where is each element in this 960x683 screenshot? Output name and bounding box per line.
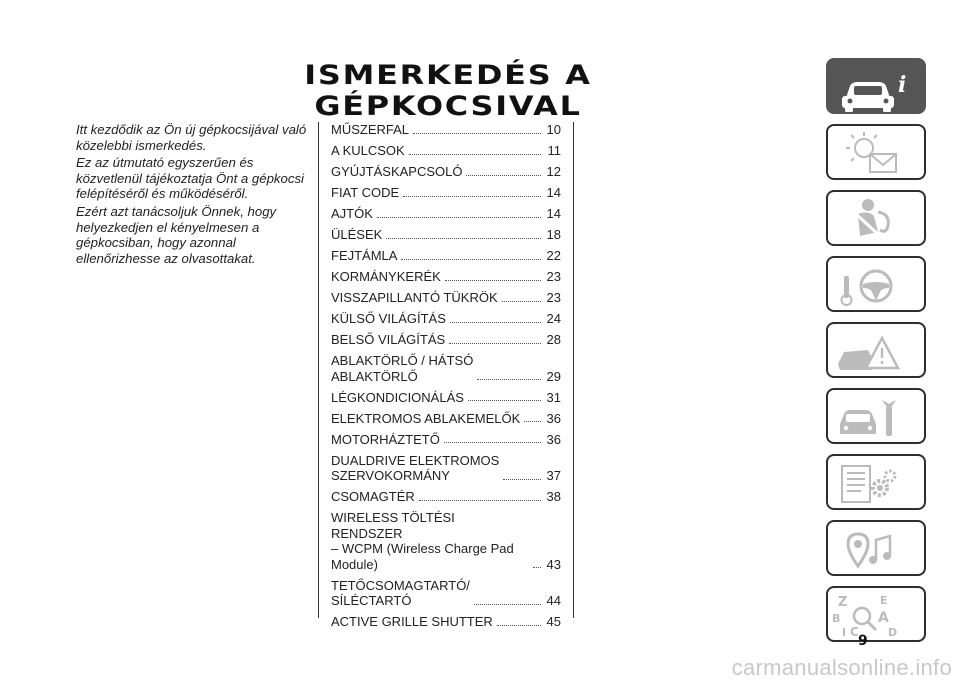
toc-entry[interactable] [331, 489, 561, 505]
toc-entry-page: 29 [546, 368, 561, 384]
index-letter: C [850, 625, 859, 639]
index-letter: D [888, 626, 898, 639]
tab-index[interactable] [826, 586, 926, 642]
index-letter: A [878, 610, 889, 626]
toc-leader-dots [450, 322, 541, 323]
toc-entry-page: 14 [546, 185, 561, 200]
toc-entry[interactable] [331, 227, 561, 243]
warning-light-message-icon [828, 126, 928, 182]
index-letter: Z [838, 595, 848, 610]
toc-entry[interactable] [331, 332, 561, 348]
toc-entry-label: MOTORHÁZTETŐ [331, 431, 440, 447]
toc-leader-dots [466, 175, 541, 176]
toc-entry-page: 14 [546, 206, 561, 221]
tab-multimedia[interactable] [826, 520, 926, 576]
toc-entry-label: BELSŐ VILÁGÍTÁS [331, 332, 446, 347]
toc-entry-label: GYÚJTÁSKAPCSOLÓ [331, 164, 463, 179]
toc-entry-label: CSOMAGTÉR [331, 489, 415, 504]
toc-leader-dots [444, 442, 541, 443]
column-divider-right [573, 122, 574, 618]
toc-entry-page: 31 [546, 389, 561, 405]
toc-leader-dots [474, 604, 541, 605]
toc-entry-label: ÜLÉSEK [331, 227, 383, 242]
toc-entry-page: 22 [546, 248, 561, 263]
index-letter: E [880, 594, 888, 607]
toc-entry-label: KORMÁNYKERÉK [331, 269, 441, 284]
toc-leader-dots [409, 154, 541, 155]
toc-entry-label: KÜLSŐ VILÁGÍTÁS [331, 311, 446, 326]
toc-entry-label: AJTÓK [331, 206, 373, 221]
car-crash-emergency-icon [828, 324, 928, 380]
toc-leader-dots [524, 421, 541, 422]
tab-car-info[interactable] [826, 58, 926, 114]
multimedia-music-icon [828, 522, 928, 578]
seat-airbag-safety-icon [828, 192, 928, 248]
toc-entry-label: ELEKTROMOS ABLAKEMELŐK [331, 410, 521, 426]
toc-entry[interactable] [331, 311, 561, 327]
index-letter: B [832, 612, 841, 625]
toc-entry-page: 24 [546, 311, 561, 326]
toc-leader-dots [468, 400, 541, 401]
toc-leader-dots [377, 217, 541, 218]
toc-entry-page: 44 [546, 593, 561, 608]
toc-leader-dots [533, 567, 541, 568]
toc-leader-dots [497, 625, 541, 626]
toc-entry[interactable] [331, 164, 561, 180]
toc-entry[interactable] [331, 390, 561, 406]
toc-entry-page: 12 [546, 164, 561, 179]
toc-entry-page: 38 [546, 489, 561, 504]
toc-entry[interactable] [331, 432, 561, 448]
tab-emergency[interactable] [826, 322, 926, 378]
toc-entry-page: 28 [546, 332, 561, 347]
toc-leader-dots [403, 196, 541, 197]
toc-entry-label: LÉGKONDICIONÁLÁS [331, 389, 464, 405]
toc-leader-dots [502, 301, 541, 302]
technical-data-gear-icon [828, 456, 928, 512]
toc-leader-dots [477, 379, 541, 380]
intro-paragraph: Ezért azt tanácsoljuk Önnek, hogy helyezkedjen el kényelmesen a gépkocsiban, hogy azonnal ellenőrizhesse az olvasottakat. [76, 203, 277, 266]
key-steering-wheel-icon [828, 258, 928, 314]
toc-leader-dots [445, 280, 541, 281]
toc-entry-page: 36 [546, 410, 561, 426]
toc-leader-dots [413, 133, 541, 134]
toc-leader-dots [401, 259, 541, 260]
toc-entry[interactable] [331, 248, 561, 264]
tab-starting-driving[interactable] [826, 256, 926, 312]
column-divider-left [318, 122, 319, 618]
toc-entry-label: FIAT CODE [331, 185, 400, 200]
toc-entry-page: 18 [546, 227, 561, 242]
toc-entry[interactable] [331, 290, 561, 306]
toc-entry-label: ABLAKTÖRLŐ / HÁTSÓ ABLAKTÖRLŐ [331, 353, 474, 384]
page-title: ISMERKEDÉS A GÉPKOCSIVAL [304, 60, 592, 122]
page-number: 9 [858, 633, 868, 649]
alphabetical-index-icon [828, 588, 928, 644]
toc-entry[interactable] [331, 206, 561, 222]
toc-entry-page: 23 [546, 269, 561, 284]
toc-entry-page: 36 [546, 431, 561, 447]
toc-entry[interactable] [331, 614, 561, 630]
toc-entry[interactable] [331, 185, 561, 201]
svg-text:i: i [898, 72, 907, 98]
toc-entry[interactable] [331, 578, 561, 609]
tab-maintenance[interactable] [826, 388, 926, 444]
toc-entry-page: 11 [547, 143, 561, 158]
toc-entry-label: ACTIVE GRILLE SHUTTER [331, 614, 493, 629]
toc-leader-dots [419, 500, 541, 501]
car-maintenance-wrench-icon [828, 390, 928, 446]
toc-entry-label: DUALDRIVE ELEKTROMOS SZERVOKORMÁNY [331, 452, 500, 483]
toc-entry[interactable] [331, 269, 561, 285]
toc-entry[interactable] [331, 122, 561, 138]
toc-entry[interactable] [331, 143, 561, 159]
toc-entry[interactable] [331, 353, 561, 384]
toc-leader-dots [386, 238, 541, 239]
tab-technical-data[interactable] [826, 454, 926, 510]
toc-entry-label: TETŐCSOMAGTARTÓ/ SÍLÉCTARTÓ [331, 577, 470, 608]
toc-entry-label: MŰSZERFAL [331, 122, 410, 137]
toc-entry-page: 45 [546, 614, 561, 629]
toc-entry[interactable] [331, 411, 561, 427]
index-letter: I [842, 626, 847, 639]
intro-paragraph: Itt kezdődik az Ön új gépkocsijával való közelebbi ismerkedés. [76, 122, 307, 153]
tab-warning-lights[interactable] [826, 124, 926, 180]
toc-entry-page: 43 [546, 556, 561, 572]
toc-entry[interactable] [331, 510, 561, 572]
car-info-icon [828, 60, 928, 116]
toc-entry[interactable] [331, 453, 561, 484]
toc-entry-label: A KULCSOK [331, 143, 405, 158]
toc-entry-label: FEJTÁMLA [331, 248, 398, 263]
table-of-contents [331, 122, 561, 635]
toc-entry-page: 23 [546, 290, 561, 305]
watermark: carmanualsonline.info [731, 655, 952, 680]
intro-paragraph: Ez az útmutató egyszerűen és közvetlenül tájékoztatja Önt a gépkocsi felépítéséről és működéséről. [76, 155, 304, 202]
toc-entry-page: 37 [546, 468, 561, 483]
toc-leader-dots [503, 479, 541, 480]
toc-leader-dots [449, 343, 541, 344]
toc-entry-label: VISSZAPILLANTÓ TÜKRÖK [331, 290, 498, 305]
toc-entry-page: 10 [546, 122, 561, 137]
toc-entry-label: WIRELESS TÖLTÉSI RENDSZER – WCPM (Wireless Charge Pad Module) [331, 510, 531, 572]
intro-text [76, 122, 312, 268]
tab-safety[interactable] [826, 190, 926, 246]
